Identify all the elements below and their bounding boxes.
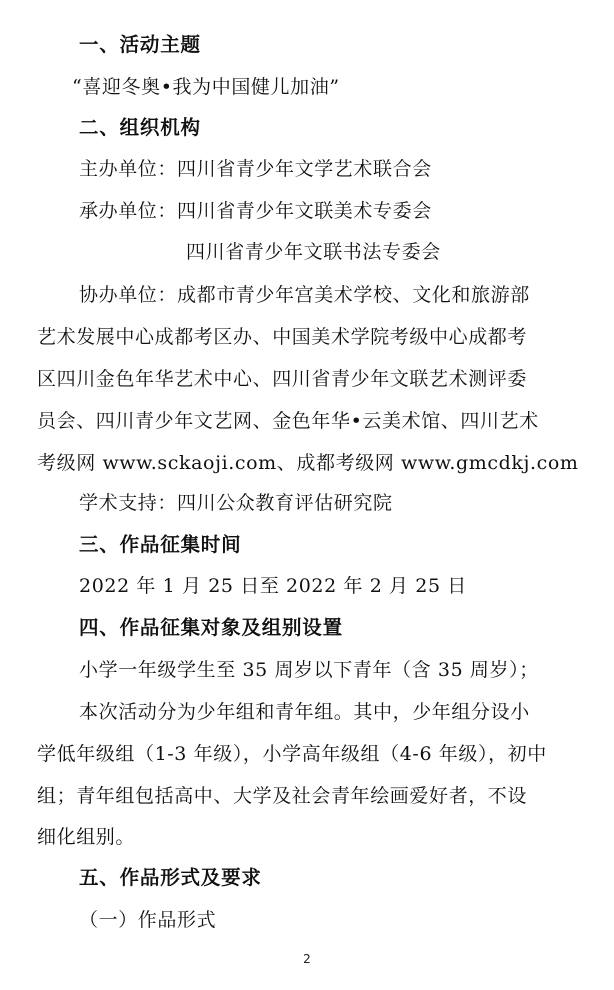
co-organizer-line: 区四川金色年华艺术中心、四川省青少年文联艺术测评委 [37, 368, 528, 390]
page-number: 2 [303, 952, 311, 966]
group-setting-line: 组；青年组包括高中、大学及社会青年绘画爱好者，不设 [37, 785, 528, 807]
organizer-unit-line: 承办单位：四川省青少年文联美术专委会 [79, 200, 432, 222]
group-setting-line: 学低年级组（1-3 年级），小学高年级组（4-6 年级），初中 [37, 743, 547, 765]
organizer-unit-line-2: 四川省青少年文联书法专委会 [186, 241, 441, 263]
co-organizer-line: 艺术发展中心成都考区办、中国美术学院考级中心成都考 [37, 326, 528, 348]
section-heading-form-requirements: 五、作品形式及要求 [79, 866, 262, 889]
activity-theme-text: “喜迎冬奥•我为中国健儿加油” [72, 76, 340, 98]
group-setting-line: 本次活动分为少年组和青年组。其中，少年组分设小 [79, 701, 530, 723]
host-unit-line: 主办单位：四川省青少年文学艺术联合会 [79, 158, 432, 180]
subsection-work-form: （一）作品形式 [79, 909, 217, 931]
participant-target-text: 小学一年级学生至 35 周岁以下青年（含 35 周岁）； [79, 659, 539, 681]
academic-support-line: 学术支持：四川公众教育评估研究院 [79, 492, 393, 514]
section-heading-theme: 一、活动主题 [79, 33, 201, 56]
section-heading-collection-time: 三、作品征集时间 [79, 533, 242, 556]
co-organizer-line: 员会、四川青少年文艺网、金色年华•云美术馆、四川艺术 [37, 410, 539, 432]
section-heading-organization: 二、组织机构 [79, 116, 201, 139]
co-organizer-line: 考级网 www.sckaoji.com、成都考级网 www.gmcdkj.com [37, 452, 579, 474]
co-organizer-line: 协办单位：成都市青少年宫美术学校、文化和旅游部 [79, 284, 530, 306]
group-setting-line: 细化组别。 [37, 826, 136, 848]
collection-period-text: 2022 年 1 月 25 日至 2022 年 2 月 25 日 [79, 575, 467, 597]
section-heading-participants: 四、作品征集对象及组别设置 [79, 616, 343, 639]
